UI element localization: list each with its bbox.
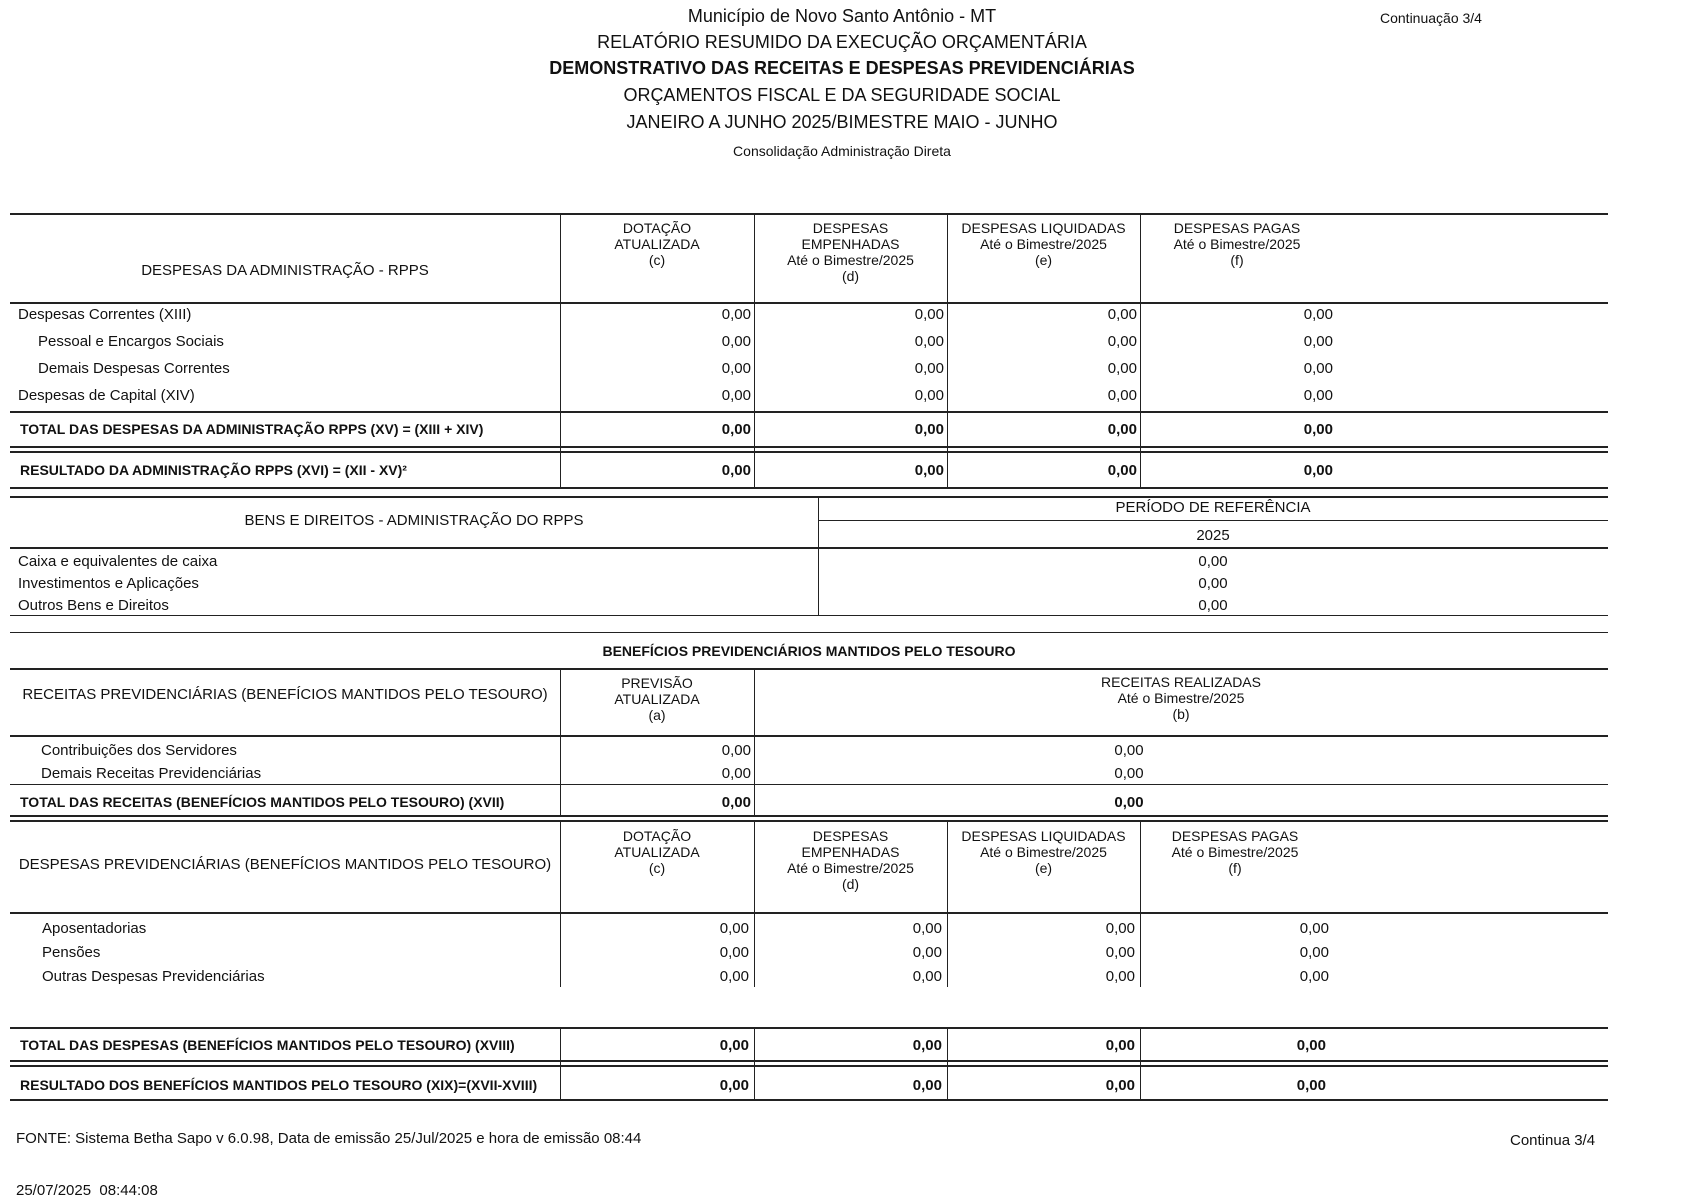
admin-col-committed: DESPESAS EMPENHADAS Até o Bimestre/2025 (d) <box>787 220 914 284</box>
consolidation-label: Consolidação Administração Direta <box>733 143 951 159</box>
treasury-exp-col-committed: DESPESAS EMPENHADAS Até o Bimestre/2025 (d) <box>787 828 914 892</box>
assets-period-title: PERÍODO DE REFERÊNCIA <box>1115 499 1311 516</box>
treasury-rev-col-realized: RECEITAS REALIZADAS Até o Bimestre/2025 (b) <box>1100 674 1261 722</box>
treasury-rev-total-label: TOTAL DAS RECEITAS (BENEFÍCIOS MANTIDOS PELO TESOURO) (XVII) <box>20 794 505 810</box>
admin-row-value: 0,00 <box>914 333 944 350</box>
treasury-rev-title: RECEITAS PREVIDENCIÁRIAS (BENEFÍCIOS MANTIDOS PELO TESOURO) <box>22 686 548 703</box>
treasury-rev-row-value: 0,00 <box>721 742 751 759</box>
assets-row-value: 0,00 <box>1198 553 1228 570</box>
admin-result-value: 0,00 <box>721 462 751 479</box>
treasury-exp-col-allocation: DOTAÇÃO ATUALIZADA (c) <box>614 828 700 876</box>
report-title: RELATÓRIO RESUMIDO DA EXECUÇÃO ORÇAMENTÁRIA <box>597 32 1087 52</box>
admin-col-allocation: DOTAÇÃO ATUALIZADA (c) <box>614 220 700 268</box>
treasury-exp-row-label: Outras Despesas Previdenciárias <box>42 968 265 985</box>
admin-col-liquidated: DESPESAS LIQUIDADAS Até o Bimestre/2025 (e) <box>961 220 1126 268</box>
treasury-rev-col-forecast: PREVISÃO ATUALIZADA (a) <box>614 675 700 723</box>
admin-row-value: 0,00 <box>914 306 944 323</box>
treasury-exp-row-label: Pensões <box>42 944 101 961</box>
treasury-exp-col-paid: DESPESAS PAGAS Até o Bimestre/2025 (f) <box>1171 828 1299 876</box>
admin-row-value: 0,00 <box>914 387 944 404</box>
treasury-exp-title: DESPESAS PREVIDENCIÁRIAS (BENEFÍCIOS MANTIDOS PELO TESOURO) <box>18 856 552 873</box>
treasury-exp-total-value: 0,00 <box>719 1037 749 1054</box>
treasury-exp-row-value: 0,00 <box>1105 968 1135 985</box>
treasury-exp-row-label: Aposentadorias <box>42 920 147 937</box>
assets-year: 2025 <box>1196 527 1230 544</box>
treasury-exp-row-value: 0,00 <box>1299 920 1329 937</box>
admin-row-value: 0,00 <box>1303 306 1333 323</box>
assets-title: BENS E DIREITOS - ADMINISTRAÇÃO DO RPPS <box>244 512 584 529</box>
treasury-exp-row-value: 0,00 <box>719 968 749 985</box>
treasury-exp-row-value: 0,00 <box>719 920 749 937</box>
treasury-rev-row-label: Contribuições dos Servidores <box>41 742 237 759</box>
admin-row-value: 0,00 <box>721 387 751 404</box>
treasury-exp-result-value: 0,00 <box>1105 1077 1135 1094</box>
period-title: JANEIRO A JUNHO 2025/BIMESTRE MAIO - JUNHO <box>626 112 1058 132</box>
admin-total-value: 0,00 <box>1303 421 1333 438</box>
treasury-rev-row-label: Demais Receitas Previdenciárias <box>41 765 262 782</box>
budget-title: ORÇAMENTOS FISCAL E DA SEGURIDADE SOCIAL <box>623 85 1061 105</box>
admin-row-value: 0,00 <box>1107 387 1137 404</box>
admin-result-value: 0,00 <box>914 462 944 479</box>
treasury-exp-row-value: 0,00 <box>1105 920 1135 937</box>
treasury-rev-total-value: 0,00 <box>721 794 751 811</box>
admin-row-value: 0,00 <box>1303 360 1333 377</box>
assets-row-label: Caixa e equivalentes de caixa <box>18 553 218 570</box>
treasury-exp-row-value: 0,00 <box>719 944 749 961</box>
treasury-exp-total-value: 0,00 <box>1105 1037 1135 1054</box>
admin-row-value: 0,00 <box>721 360 751 377</box>
admin-title: DESPESAS DA ADMINISTRAÇÃO - RPPS <box>141 262 429 279</box>
treasury-exp-result-value: 0,00 <box>912 1077 942 1094</box>
admin-result-label: RESULTADO DA ADMINISTRAÇÃO RPPS (XVI) = (XII - XV)² <box>20 462 407 478</box>
admin-total-value: 0,00 <box>914 421 944 438</box>
treasury-rev-row-value: 0,00 <box>1114 742 1144 759</box>
treasury-section-title: BENEFÍCIOS PREVIDENCIÁRIOS MANTIDOS PELO TESOURO <box>602 643 1016 659</box>
assets-row-label: Investimentos e Aplicações <box>18 575 199 592</box>
treasury-exp-result-label: RESULTADO DOS BENEFÍCIOS MANTIDOS PELO TESOURO (XIX)=(XVII-XVIII) <box>20 1077 538 1093</box>
treasury-exp-row-value: 0,00 <box>912 968 942 985</box>
treasury-exp-result-value: 0,00 <box>1296 1077 1326 1094</box>
admin-row-value: 0,00 <box>1107 333 1137 350</box>
admin-total-value: 0,00 <box>721 421 751 438</box>
admin-row-label: Despesas Correntes (XIII) <box>18 306 192 323</box>
treasury-exp-result-value: 0,00 <box>719 1077 749 1094</box>
admin-result-value: 0,00 <box>1107 462 1137 479</box>
admin-row-value: 0,00 <box>721 333 751 350</box>
admin-row-label: Demais Despesas Correntes <box>38 360 230 377</box>
treasury-rev-row-value: 0,00 <box>721 765 751 782</box>
admin-row-label: Pessoal e Encargos Sociais <box>38 333 224 350</box>
print-timestamp: 25/07/2025 08:44:08 <box>16 1182 158 1199</box>
treasury-exp-row-value: 0,00 <box>1299 944 1329 961</box>
assets-row-label: Outros Bens e Direitos <box>18 597 169 614</box>
admin-row-value: 0,00 <box>1303 333 1333 350</box>
assets-row-value: 0,00 <box>1198 575 1228 592</box>
treasury-rev-row-value: 0,00 <box>1114 765 1144 782</box>
admin-row-value: 0,00 <box>721 306 751 323</box>
treasury-exp-total-value: 0,00 <box>1296 1037 1326 1054</box>
admin-row-value: 0,00 <box>1107 306 1137 323</box>
source-note: FONTE: Sistema Betha Sapo v 6.0.98, Data de emissão 25/Jul/2025 e hora de emissão 08:44 <box>16 1130 642 1147</box>
assets-row-value: 0,00 <box>1198 597 1228 614</box>
admin-result-value: 0,00 <box>1303 462 1333 479</box>
admin-row-value: 0,00 <box>1303 387 1333 404</box>
treasury-exp-col-liquidated: DESPESAS LIQUIDADAS Até o Bimestre/2025 (e) <box>961 828 1126 876</box>
municipality-title: Município de Novo Santo Antônio - MT <box>687 6 997 26</box>
continuation-label: Continuação 3/4 <box>1380 10 1482 26</box>
treasury-exp-total-label: TOTAL DAS DESPESAS (BENEFÍCIOS MANTIDOS PELO TESOURO) (XVIII) <box>20 1037 515 1053</box>
admin-row-value: 0,00 <box>914 360 944 377</box>
admin-total-value: 0,00 <box>1107 421 1137 438</box>
admin-col-paid: DESPESAS PAGAS Até o Bimestre/2025 (f) <box>1173 220 1301 268</box>
treasury-exp-row-value: 0,00 <box>1105 944 1135 961</box>
treasury-exp-row-value: 0,00 <box>1299 968 1329 985</box>
admin-row-label: Despesas de Capital (XIV) <box>18 387 195 404</box>
statement-title: DEMONSTRATIVO DAS RECEITAS E DESPESAS PREVIDENCIÁRIAS <box>549 58 1135 78</box>
treasury-exp-row-value: 0,00 <box>912 944 942 961</box>
continues-label: Continua 3/4 <box>1510 1132 1596 1149</box>
treasury-exp-row-value: 0,00 <box>912 920 942 937</box>
treasury-rev-total-value: 0,00 <box>1114 794 1144 811</box>
admin-row-value: 0,00 <box>1107 360 1137 377</box>
treasury-exp-total-value: 0,00 <box>912 1037 942 1054</box>
admin-total-label: TOTAL DAS DESPESAS DA ADMINISTRAÇÃO RPPS (XV) = (XIII + XIV) <box>20 421 484 437</box>
